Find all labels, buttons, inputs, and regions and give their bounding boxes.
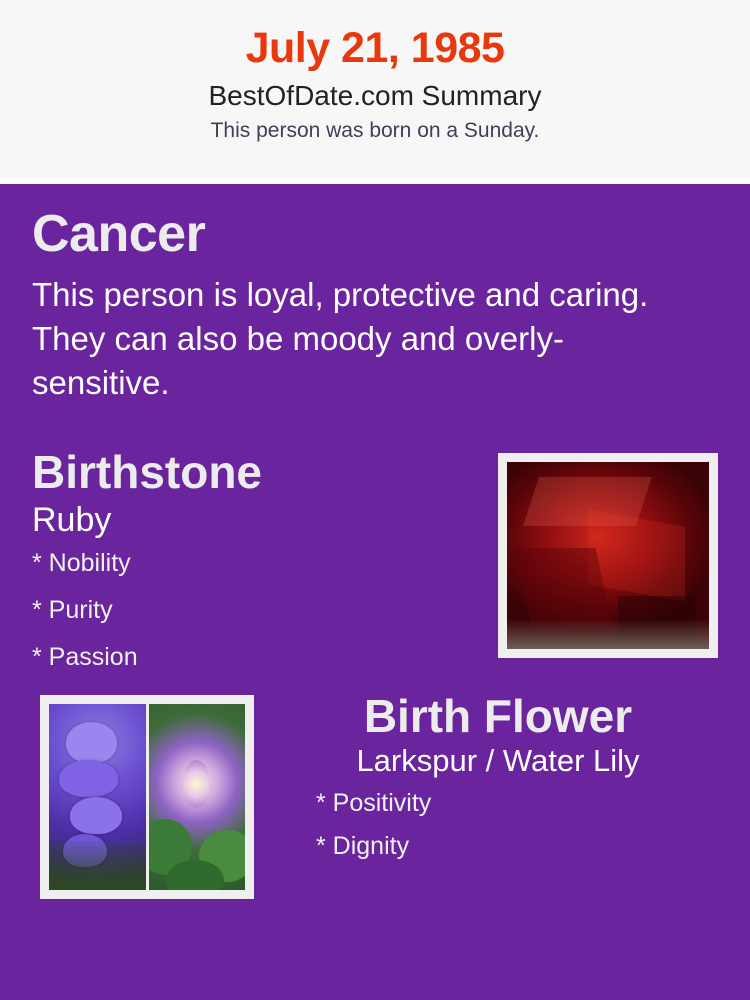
header	[0, 0, 750, 178]
birthflower-trait: * Positivity	[316, 789, 432, 818]
flower-petal	[70, 797, 122, 834]
birth-day-note: This person was born on a Sunday.	[210, 118, 540, 142]
ruby-photo	[498, 453, 718, 658]
flower-petal	[59, 760, 119, 797]
birthflower-title: Birth Flower	[363, 689, 633, 742]
birthflower-trait: * Dignity	[316, 832, 410, 861]
birthflower-section	[32, 691, 718, 921]
flower-photo	[40, 695, 254, 899]
content-panel	[0, 184, 750, 1000]
birthstone-title: Birthstone	[32, 445, 262, 498]
gem-facet	[515, 548, 612, 627]
birthstone-trait: * Nobility	[32, 548, 131, 577]
gem-shadow	[507, 619, 709, 649]
birthstone-name: Ruby	[32, 501, 112, 540]
flower-petal	[66, 722, 116, 763]
birthstone-trait: * Purity	[32, 595, 113, 624]
foliage	[49, 841, 146, 889]
birthflower-traits	[278, 791, 718, 859]
water-lily-image	[149, 704, 246, 890]
birthflower-name: Larkspur / Water Lily	[356, 743, 640, 779]
site-summary-label: BestOfDate.com Summary	[208, 80, 542, 112]
birthflower-text	[278, 691, 718, 859]
ruby-image	[507, 462, 709, 649]
zodiac-description: This person is loyal, protective and caring. They can also be moody and overly-sensitive.	[32, 276, 649, 401]
birthstone-text	[32, 447, 462, 670]
page-title: July 21, 1985	[245, 24, 505, 72]
larkspur-image	[49, 704, 146, 890]
birthstone-section	[32, 447, 718, 677]
lily-bloom	[183, 760, 210, 808]
birthstone-trait: * Passion	[32, 642, 138, 671]
zodiac-sign-title: Cancer	[32, 205, 206, 263]
